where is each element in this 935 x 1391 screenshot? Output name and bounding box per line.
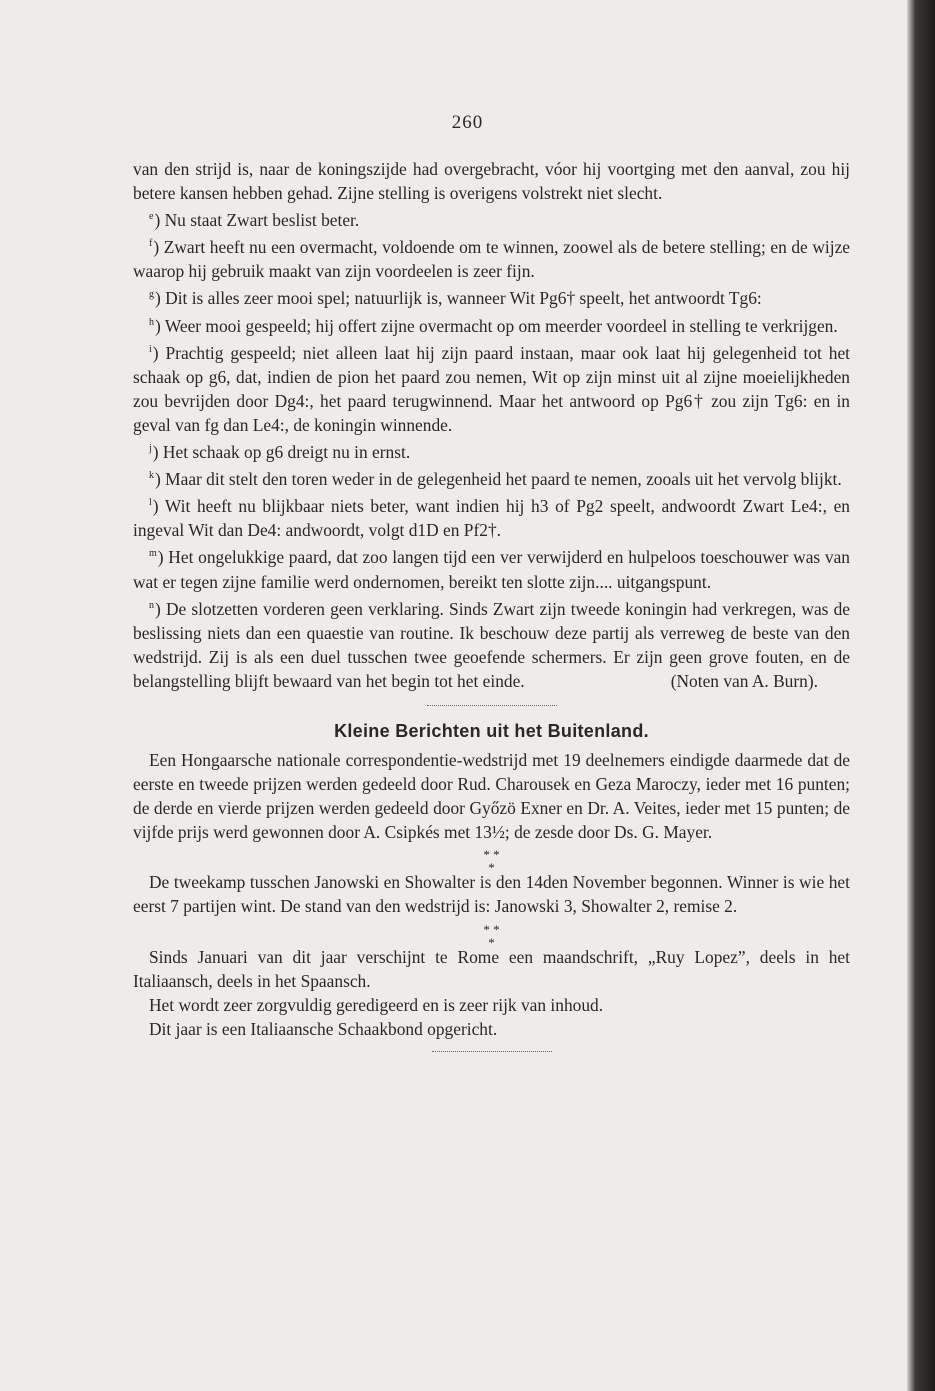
note-text: Wit heeft nu blijkbaar niets beter, want indien hij h3 of Pg2 speelt, andwoordt Zwart Le4:, en ingeval Wit dan De4: andwoordt, volgt d1D en Pf2†. [133, 496, 850, 541]
news-item: Dit jaar is een Italiaansche Schaakbond opgericht. [149, 1018, 498, 1039]
note-text: Prachtig gespeeld; niet alleen laat hij zijn paard instaan, maar ook laat hij gelegenheid tot het schaak op g6, dat, indien de pion het paard zou nemen, Wit op zijn minst uit al zijne moeielijkheden zou bevrijden door Dg4:, het paard terugwinnend. Maar het antwoord op Pg6† zou zijn Tg6: en in geval van fg dan Le4:, de koningin winnende. [133, 342, 850, 435]
attribution: (Noten van A. Burn). [670, 670, 818, 691]
page-edge-shadow [907, 0, 935, 1391]
asterism-top: * * [483, 847, 500, 863]
note-marker: n [149, 599, 154, 611]
note-marker: f [149, 238, 153, 250]
note-h: $^h$) Weer mooi gespeeld; hij offert zijne overmacht op om meerder voordeel in stelling te verkrijgen. [149, 315, 838, 336]
note-text: Maar dit stelt den toren weder in de gelegenheid het paard te nemen, zooals uit het vervolg blijkt. [165, 469, 842, 490]
note-g: $^g$) Dit is alles zeer mooi spel; natuurlijk is, wanneer Wit Pg6† speelt, het antwoordt Tg6: [149, 288, 762, 309]
asterism-separator [133, 919, 850, 950]
note-k: $^k$) Maar dit stelt den toren weder in de gelegenheid het paard te nemen, zooals uit het vervolg blijkt. [149, 469, 842, 490]
note-marker: m [149, 548, 157, 560]
note-marker: i [149, 343, 152, 355]
asterism-top: * * [483, 921, 500, 937]
asterism-bottom: * [488, 860, 495, 876]
note-text: Dit is alles zeer mooi spel; natuurlijk is, wanneer Wit Pg6† speelt, het antwoordt Tg6: [165, 288, 762, 309]
note-text: Nu staat Zwart beslist beter. [164, 210, 360, 231]
section-heading: Kleine Berichten uit het Buitenland. [334, 720, 649, 741]
note-f: $^f$) Zwart heeft nu een overmacht, voldoende om te winnen, zoowel als de betere stelling; en de wijze waarop hij gebruik maakt van zijn voordeelen is zeer fijn. [133, 237, 851, 282]
news-item: De tweekamp tusschen Janowski en Showalter is den 14den November begonnen. Winner is wie het eerst 7 partijen wint. De stand van den wedstrijd is: Janowski 3, Showalter 2, remise 2. [133, 872, 850, 917]
note-text: Weer mooi gespeeld; hij offert zijne overmacht op om meerder voordeel in stelling te verkrijgen. [164, 315, 838, 336]
note-e: $^e$) Nu staat Zwart beslist beter. [149, 210, 360, 231]
continuation-paragraph: van den strijd is, naar de koningszijde had overgebracht, vóor hij voortging met den aanval, zou hij betere kansen hebben gehad. Zijne stelling is overigens volstrekt niet slecht. [133, 159, 850, 204]
end-divider [432, 1041, 552, 1052]
asterism-separator [133, 844, 850, 876]
note-marker: h [149, 316, 154, 328]
asterism-bottom: * [488, 934, 495, 950]
news-item: Het wordt zeer zorgvuldig geredigeerd en is zeer rijk van inhoud. [149, 994, 604, 1015]
note-i: $^i$) Prachtig gespeeld; niet alleen laat hij zijn paard instaan, maar ook laat hij gelegenheid tot het schaak op g6, dat, indien de pion het paard zou nemen, Wit op zijn minst uit al zijne moeielijkheden zou bevrijden door Dg4:, het paard terugwinnend. Maar het antwoord op Pg6† zou zijn Tg6: en in geval van fg dan Le4:, de koningin winnende. [133, 342, 850, 435]
note-m: $^m$) Het ongelukkige paard, dat zoo langen tijd een ver verwijderd en hulpeloos toeschouwer was van wat er tegen zijne familie werd ondernomen, bereikt ten slotte zijn.... uitgangspunt. [133, 547, 851, 592]
section-divider [427, 695, 557, 706]
news-item: Sinds Januari van dit jaar verschijnt te Rome een maandschrift, „Ruy Lopez”, deels in het Italiaansch, deels in het Spaansch. [133, 946, 850, 991]
page-number: 260 [451, 112, 484, 133]
note-text: Zwart heeft nu een overmacht, voldoende om te winnen, zoowel als de betere stelling; en de wijze waarop hij gebruik maakt van zijn voordeelen is zeer fijn. [133, 237, 851, 282]
note-marker: k [149, 470, 154, 482]
note-marker: l [149, 497, 152, 509]
note-text: Het schaak op g6 dreigt nu in ernst. [162, 442, 411, 463]
note-marker: g [149, 289, 154, 301]
note-l: $^l$) Wit heeft nu blijkbaar niets beter, want indien hij h3 of Pg2 speelt, andwoordt Zwart Le4:, en ingeval Wit dan De4: andwoordt, volgt d1D en Pf2†. [133, 496, 850, 541]
note-text: Het ongelukkige paard, dat zoo langen tijd een ver verwijderd en hulpeloos toeschouwer was van wat er tegen zijne familie werd ondernomen, bereikt ten slotte zijn.... uitgangspunt. [133, 547, 851, 592]
news-item: Een Hongaarsche nationale correspondentie-wedstrijd met 19 deelnemers eindigde daarmede dat de eerste en tweede prijzen werden gedeeld door Rud. Charousek en Geza Maroczy, ieder met 16 punten; de derde en vierde prijzen werden gedeeld door Győzö Exner en Dr. A. Veites, ieder met 15 punten; de vijfde prijs werd gewonnen door A. Csipkés met 13½; de zesde door Ds. G. Mayer. [133, 749, 850, 843]
page-body [133, 157, 850, 1052]
note-marker: j [149, 443, 152, 455]
note-j: $^j$) Het schaak op g6 dreigt nu in ernst. [149, 442, 411, 463]
note-marker: e [149, 211, 154, 223]
note-n: $^n$) De slotzetten vorderen geen verklaring. Sinds Zwart zijn tweede koningin had verkregen, was de beslissing niets dan een quaestie van routine. Ik beschouw deze partij als verreweg de beste van den wedstrijd. Zij is als een duel tusschen twee geoefende schermers. Er zijn geen grove fouten, en de belangstelling blijft bewaard van het begin tot het einde. (Noten van A. Burn). [133, 594, 850, 693]
note-text: De slotzetten vorderen geen verklaring. Sinds Zwart zijn tweede koningin had verkregen, was de beslissing niets dan een quaestie van routine. Ik beschouw deze partij als verreweg de beste van den wedstrijd. Zij is als een duel tusschen twee geoefende schermers. Er zijn geen grove fouten, en de belangstelling blijft bewaard van het begin tot het einde. [133, 598, 850, 691]
